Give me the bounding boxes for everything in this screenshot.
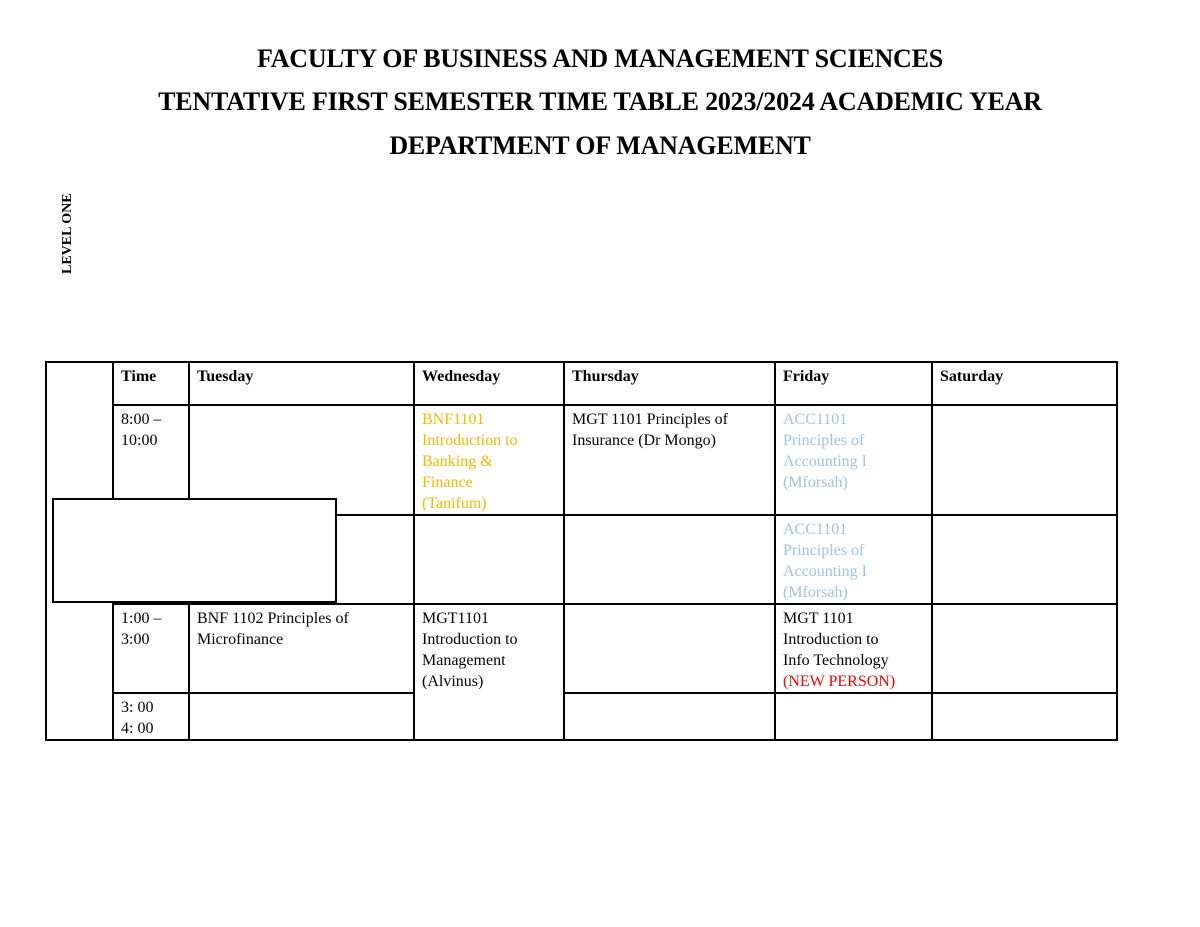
course-line: Introduction to	[422, 631, 518, 648]
course-line: Introduction to	[422, 432, 518, 449]
course-line: Accounting I	[783, 453, 867, 470]
course-code: MGT1101	[422, 610, 489, 627]
tuesday-cell: BNF 1102 Principles of Microfinance	[189, 604, 414, 693]
course-code: BNF1101	[422, 411, 485, 428]
col-header-tuesday: Tuesday	[189, 362, 414, 405]
timetable-title: TENTATIVE FIRST SEMESTER TIME TABLE 2023/2024 ACADEMIC YEAR	[158, 87, 1042, 116]
lecturer-name: (Mforsah)	[783, 474, 848, 491]
friday-cell	[775, 405, 932, 515]
lecturer-name: (Mforsah)	[783, 584, 848, 601]
course-code: MGT 1101	[783, 610, 854, 627]
course-line: Info Technology	[783, 652, 889, 669]
col-header-time: Time	[113, 362, 189, 405]
col-header-saturday: Saturday	[932, 362, 1117, 405]
course-line: Principles of	[783, 542, 865, 559]
new-person-note: (NEW PERSON)	[783, 673, 896, 690]
thursday-cell	[564, 515, 775, 604]
course-code: ACC1101	[783, 521, 848, 538]
time-cell: 1:00 – 3:00	[113, 604, 189, 693]
lecturer-name: (Alvinus)	[422, 673, 484, 690]
col-header-thursday: Thursday	[564, 362, 775, 405]
course-line: Introduction to	[783, 631, 879, 648]
lecturer-name: (Tanifum)	[422, 495, 487, 512]
saturday-cell	[932, 604, 1117, 693]
blank-overlay-box	[52, 498, 337, 603]
friday-cell	[775, 604, 932, 693]
col-header-friday: Friday	[775, 362, 932, 405]
saturday-cell	[932, 515, 1117, 604]
table-row	[46, 693, 1117, 740]
time-start: 3: 00	[121, 699, 154, 716]
department-title: DEPARTMENT OF MANAGEMENT	[389, 131, 811, 160]
table-row	[46, 604, 1117, 693]
saturday-cell	[932, 405, 1117, 515]
friday-cell	[775, 693, 932, 740]
time-end: 4: 00	[121, 720, 154, 737]
friday-cell	[775, 515, 932, 604]
thursday-cell	[564, 693, 775, 740]
faculty-title: FACULTY OF BUSINESS AND MANAGEMENT SCIENCES	[256, 44, 944, 73]
course-line: Management	[422, 652, 506, 669]
wednesday-cell	[414, 405, 564, 515]
header-row	[46, 362, 1117, 405]
wednesday-cell	[414, 515, 564, 604]
course-line: Principles of	[783, 432, 865, 449]
thursday-cell	[564, 604, 775, 693]
level-label: LEVEL ONE	[60, 193, 75, 274]
course-line: Accounting I	[783, 563, 867, 580]
saturday-cell	[932, 693, 1117, 740]
time-cell: 8:00 – 10:00	[113, 405, 189, 515]
course-line: Finance	[422, 474, 473, 491]
col-header-wednesday: Wednesday	[414, 362, 564, 405]
wednesday-cell	[414, 604, 564, 740]
thursday-cell: MGT 1101 Principles of Insurance (Dr Mongo)	[564, 405, 775, 515]
tuesday-cell	[189, 693, 414, 740]
course-code: ACC1101	[783, 411, 848, 428]
time-cell	[113, 693, 189, 740]
course-line: Banking &	[422, 453, 493, 470]
